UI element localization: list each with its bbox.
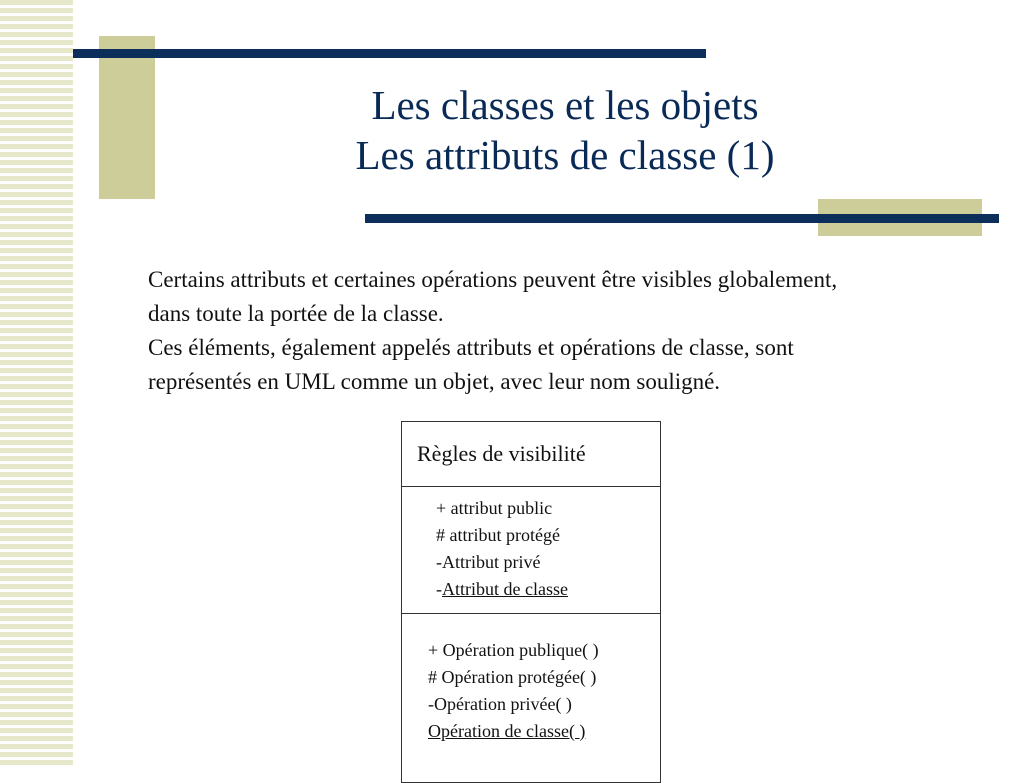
uml-operations-section	[402, 614, 660, 745]
operation-public: + Opération publique( )	[428, 640, 599, 660]
paragraph-line-1: Certains attributs et certaines opérations peuvent être visibles globalement,	[148, 267, 838, 292]
uml-class-header: Règles de visibilité	[402, 422, 660, 487]
operation-protected: # Opération protégée( )	[428, 667, 597, 687]
left-stripe-decoration	[0, 0, 73, 768]
attribute-private: -Attribut privé	[436, 552, 541, 572]
title-line-1: Les classes et les objets	[371, 82, 759, 128]
bottom-horizontal-bar	[365, 214, 999, 223]
attribute-class	[436, 576, 660, 603]
title-line-2: Les attributs de classe (1)	[355, 132, 775, 178]
attribute-protected: # attribut protégé	[436, 525, 560, 545]
body-paragraph	[148, 263, 1018, 399]
attribute-class-name: Attribut de classe	[442, 579, 568, 599]
paragraph-line-2: dans toute la portée de la classe.	[148, 301, 444, 326]
operation-class: Opération de classe( )	[428, 721, 586, 741]
operation-private: -Opération privée( )	[428, 694, 572, 714]
attribute-public: + attribut public	[436, 498, 553, 518]
attribute-class-prefix: -	[436, 579, 442, 599]
paragraph-line-4: représentés en UML comme un objet, avec leur nom souligné.	[148, 369, 721, 394]
top-accent-block	[99, 36, 155, 199]
top-horizontal-bar	[73, 49, 706, 58]
uml-class-box	[401, 421, 661, 783]
uml-attributes-section	[402, 487, 660, 614]
paragraph-line-3: Ces éléments, également appelés attributs et opérations de classe, sont	[148, 335, 794, 360]
slide-title	[300, 80, 830, 180]
